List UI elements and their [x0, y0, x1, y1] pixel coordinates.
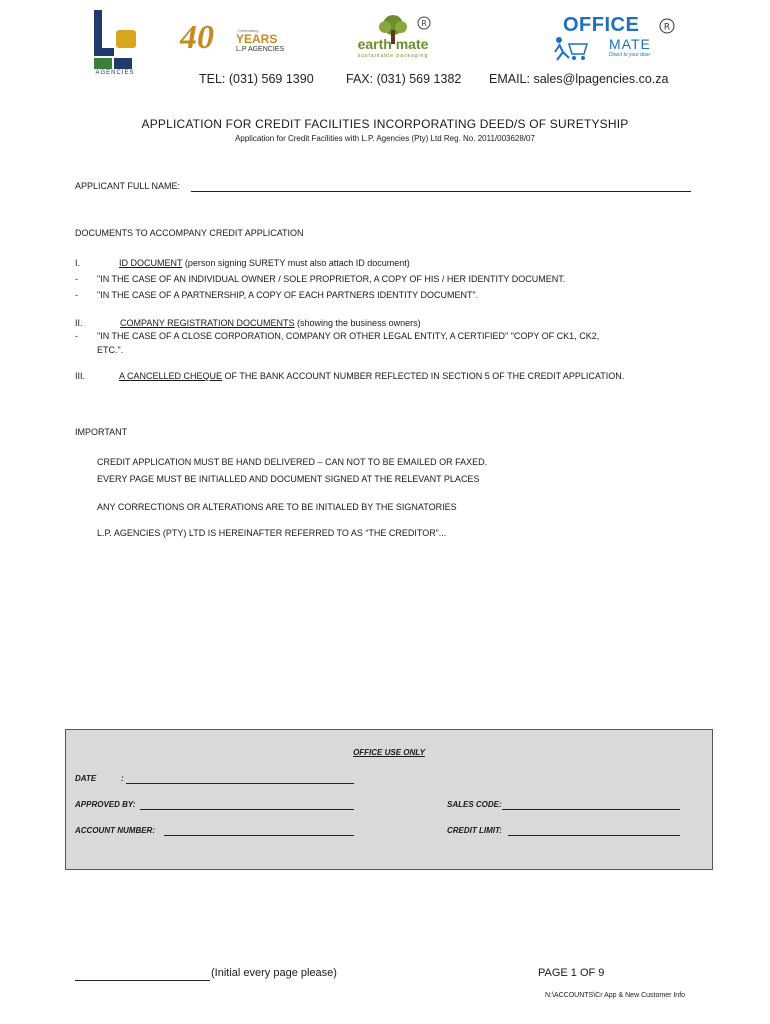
sales-code-label: SALES CODE: — [447, 800, 502, 809]
item1-title: ID DOCUMENT — [119, 258, 183, 268]
item2-dash: - — [75, 331, 78, 341]
page-number: PAGE 1 OF 9 — [538, 967, 605, 979]
item1-bullet-1: "IN THE CASE OF AN INDIVIDUAL OWNER / SOLE PROPRIETOR, A COPY OF HIS / HER IDENTITY DOCUMENT. — [97, 274, 566, 284]
officemate-bottom: MATE — [609, 36, 651, 52]
earthmate-tagline: sustainable packaging — [357, 53, 429, 59]
item2-bullet-line-1: "IN THE CASE OF A CLOSE CORPORATION, COMPANY OR OTHER LEGAL ENTITY, A CERTIFIED" "COPY OF CK1, CK2, — [97, 331, 600, 341]
lp-agencies-logo — [92, 8, 138, 80]
item3-rest: OF THE BANK ACCOUNT NUMBER REFLECTED IN SECTION 5 OF THE CREDIT APPLICATION. — [222, 371, 625, 381]
date-field[interactable] — [126, 783, 354, 784]
initial-field[interactable] — [75, 980, 210, 981]
item1-line — [119, 258, 410, 268]
item1-dash-1: - — [75, 274, 78, 284]
forty-number: 40 — [180, 19, 214, 56]
earthmate-name: earth mate — [357, 36, 429, 52]
item2-number: II. — [75, 318, 83, 328]
forty-years-logo — [180, 18, 285, 60]
item2-line — [120, 318, 421, 328]
contact-tel: TEL: (031) 569 1390 — [199, 72, 314, 86]
item3-line — [119, 371, 624, 381]
date-label: DATE — [75, 774, 97, 783]
officemate-top: OFFICE — [563, 14, 640, 36]
officemate-tagline: Direct to your door — [609, 52, 651, 58]
officemate-logo — [553, 14, 683, 64]
item1-rest: (person signing SURETY must also attach ID document) — [182, 258, 410, 268]
file-path: N:\ACCOUNTS\Cr App & New Customer Info — [545, 992, 686, 999]
item1-bullet-2: "IN THE CASE OF A PARTNERSHIP, A COPY OF EACH PARTNERS IDENTITY DOCUMENT". — [97, 290, 479, 300]
registered-icon — [417, 16, 431, 30]
initial-instruction: (Initial every page please) — [211, 967, 337, 979]
lp-caption: AGENCIES — [95, 70, 135, 76]
applicant-name-label: APPLICANT FULL NAME: — [75, 181, 181, 191]
credit-limit-field[interactable] — [508, 835, 680, 836]
credit-limit-label: CREDIT LIMIT: — [447, 826, 502, 835]
forty-top: Celebrating — [238, 28, 259, 33]
item2-bullet-line-2: ETC.". — [97, 345, 124, 355]
item2-rest: (showing the business owners) — [294, 318, 421, 328]
important-heading: IMPORTANT — [75, 427, 128, 437]
item2-title: COMPANY REGISTRATION DOCUMENTS — [120, 318, 295, 328]
date-colon: : — [121, 774, 124, 783]
contact-fax: FAX: (031) 569 1382 — [346, 72, 462, 86]
runner-cart-icon — [553, 36, 589, 62]
important-line-4: L.P. AGENCIES (PTY) LTD IS HEREINAFTER REFERRED TO AS “THE CREDITOR”... — [97, 528, 447, 538]
approved-by-label: APPROVED BY: — [75, 800, 136, 809]
account-number-label: ACCOUNT NUMBER: — [75, 826, 155, 835]
approved-by-field[interactable] — [140, 809, 354, 810]
documents-heading: DOCUMENTS TO ACCOMPANY CREDIT APPLICATION — [75, 228, 304, 238]
page-title: APPLICATION FOR CREDIT FACILITIES INCORPORATING DEED/S OF SURETYSHIP — [141, 117, 629, 131]
contact-email[interactable]: EMAIL: sales@lpagencies.co.za — [489, 72, 669, 86]
office-use-box — [65, 729, 713, 870]
important-line-1: CREDIT APPLICATION MUST BE HAND DELIVERED – CAN NOT TO BE EMAILED OR FAXED. — [97, 457, 488, 467]
earthmate-logo — [343, 14, 443, 62]
applicant-name-field[interactable] — [191, 191, 691, 192]
item1-dash-2: - — [75, 290, 78, 300]
item1-number: I. — [75, 258, 81, 268]
important-line-3: ANY CORRECTIONS OR ALTERATIONS ARE TO BE INITIALED BY THE SIGNATORIES — [97, 502, 457, 512]
sales-code-field[interactable] — [502, 809, 680, 810]
officemate-registered-icon — [659, 18, 675, 34]
forty-years: YEARS — [236, 32, 278, 46]
forty-bottom: L.P AGENCIES — [236, 46, 285, 53]
page-subtitle: Application for Credit Facilities with L.P. Agencies (Pty) Ltd Reg. No. 2011/003628/07 — [235, 134, 535, 143]
svg-text:R: R — [421, 19, 427, 28]
svg-text:R: R — [663, 22, 671, 33]
item3-number: III. — [75, 371, 86, 381]
important-line-2: EVERY PAGE MUST BE INITIALLED AND DOCUMENT SIGNED AT THE RELEVANT PLACES — [97, 474, 480, 484]
item3-title: A CANCELLED CHEQUE — [119, 371, 223, 381]
office-use-title: OFFICE USE ONLY — [353, 748, 425, 757]
account-number-field[interactable] — [164, 835, 354, 836]
